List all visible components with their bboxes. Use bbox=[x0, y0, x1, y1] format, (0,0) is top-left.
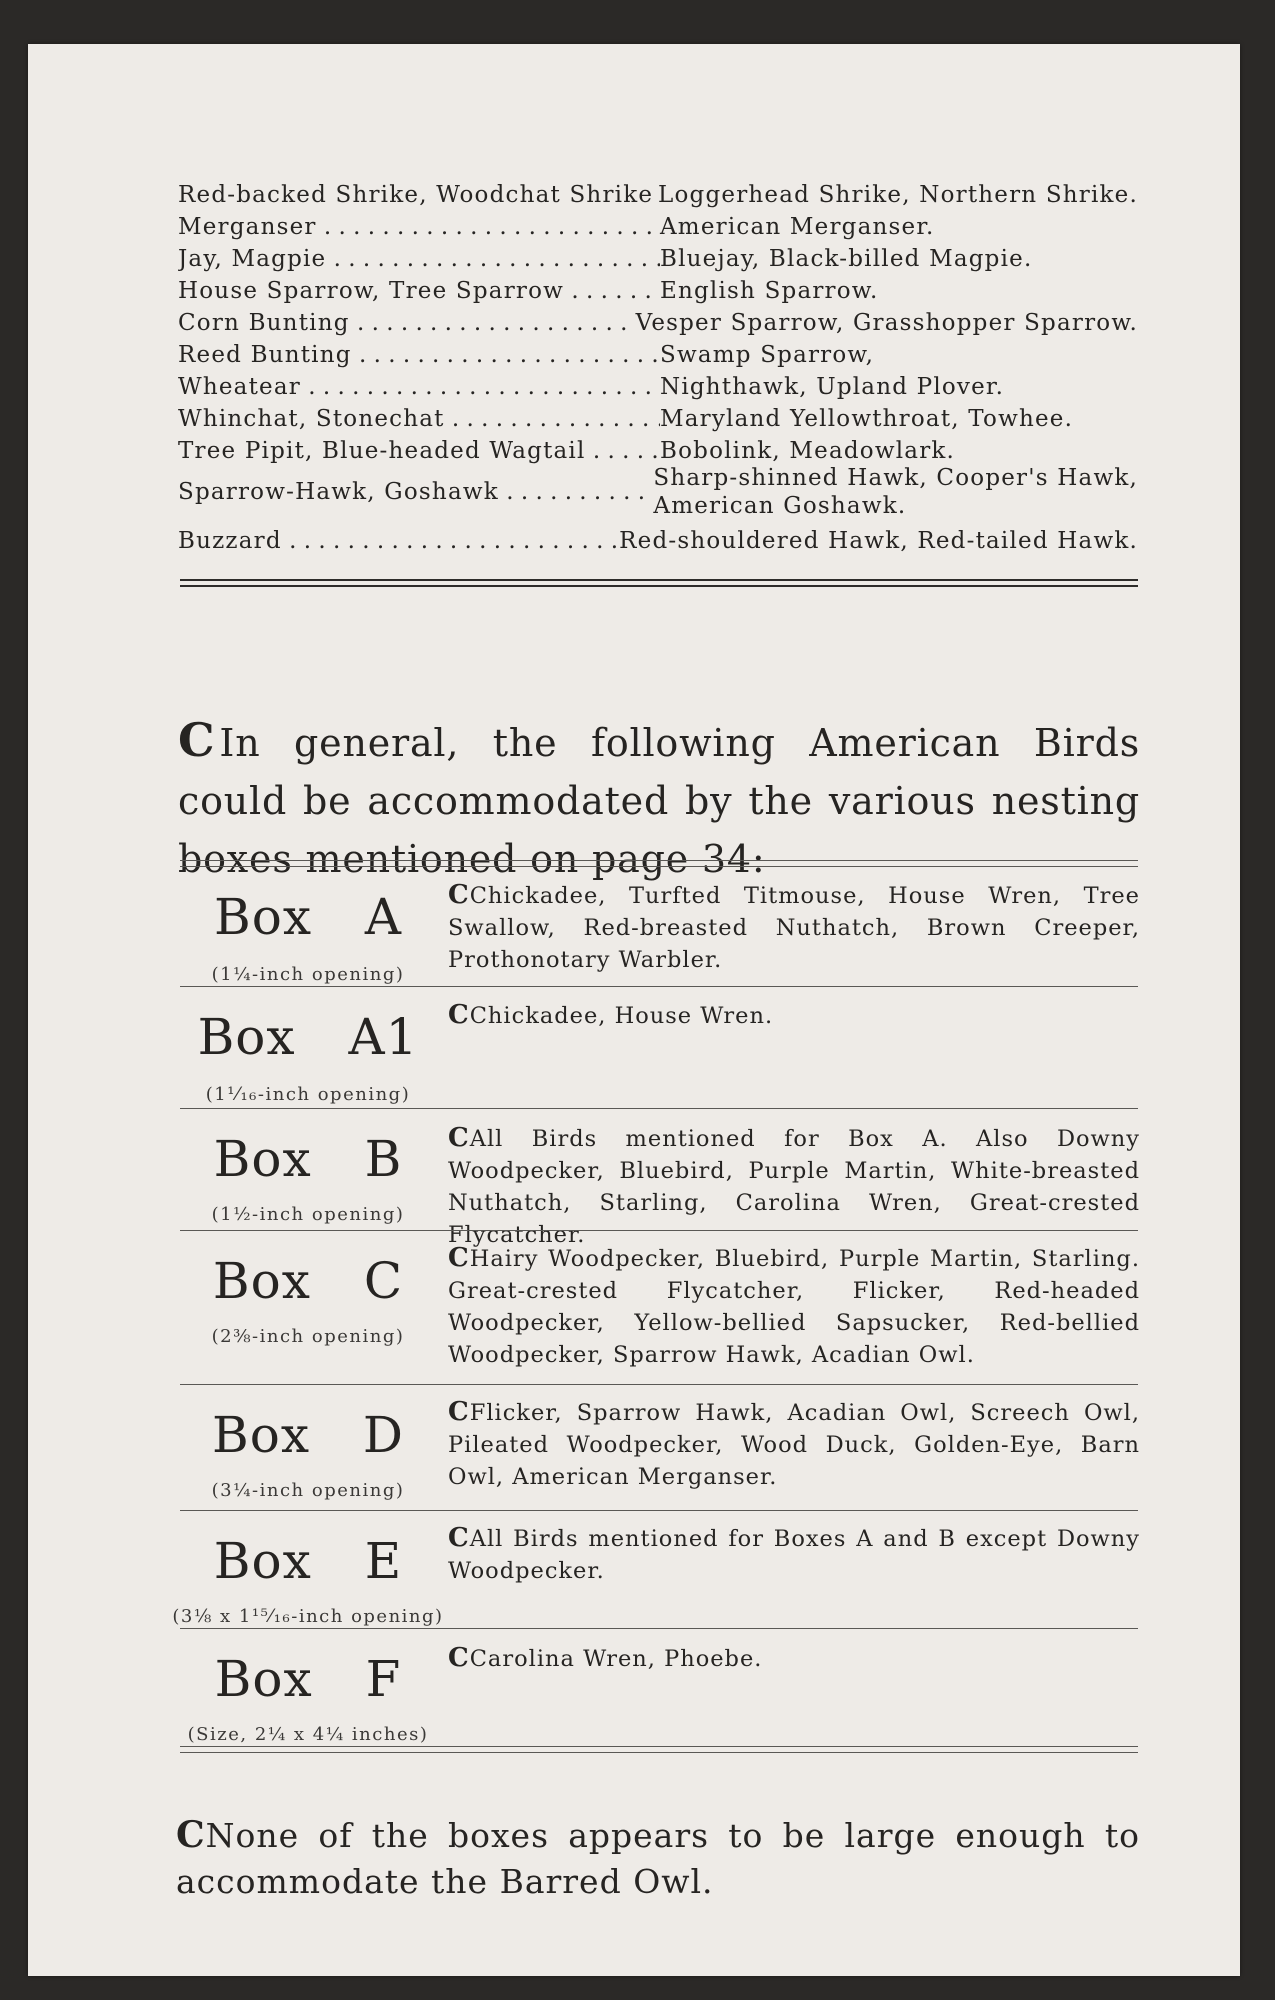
box-name: Box A bbox=[213, 888, 403, 946]
row-divider bbox=[180, 1230, 1138, 1231]
table-rule bbox=[180, 1752, 1138, 1753]
correspondence-row bbox=[178, 214, 1138, 240]
box-birds-text: Chickadee, Turfted Titmouse, House Wren, Tree Swallow, Red-breasted Nuthatch, Brown Creeper, Prothonotary Warbler. bbox=[448, 883, 1140, 973]
table-rule bbox=[180, 866, 1138, 867]
box-birds bbox=[448, 879, 1140, 976]
row-divider bbox=[180, 1510, 1138, 1511]
box-birds bbox=[448, 999, 1140, 1032]
box-birds-text: Hairy Woodpecker, Bluebird, Purple Martin, Starling. Great-crested Flycatcher, Flicker, Red-headed Woodpecker, Yellow-bellied Sapsucker, Red-bellied Woodpecker, Sparrow Hawk, Acadian Owl. bbox=[448, 1246, 1140, 1368]
table-rule bbox=[180, 1746, 1138, 1747]
american-birds: Bluejay, Black-billed Magpie. bbox=[660, 246, 1033, 272]
box-birds-text: All Birds mentioned for Box A. Also Downy Woodpecker, Bluebird, Purple Martin, White-breasted Nuthatch, Starling, Carolina Wren, Great-crested Flycatcher. bbox=[448, 1126, 1140, 1248]
paragraph-mark-icon: C bbox=[448, 1000, 470, 1030]
box-row bbox=[178, 1636, 1140, 1756]
american-birds: Maryland Yellowthroat, Towhee. bbox=[660, 406, 1074, 432]
box-row bbox=[178, 1238, 1140, 1388]
american-birds: Vesper Sparrow, Grasshopper Sparrow. bbox=[635, 310, 1138, 336]
box-row bbox=[178, 1116, 1140, 1248]
correspondence-row bbox=[178, 374, 1138, 400]
european-birds: Reed Bunting . . . bbox=[178, 342, 660, 368]
american-birds-line: Sharp-shinned Hawk, Cooper's Hawk, bbox=[653, 465, 1138, 491]
american-birds: Bobolink, Meadowlark. bbox=[660, 438, 956, 464]
european-birds: Buzzard . . . bbox=[178, 528, 619, 554]
box-birds-text: All Birds mentioned for Boxes A and B except Downy Woodpecker. bbox=[448, 1526, 1140, 1584]
box-opening: (2⅜-inch opening) bbox=[211, 1326, 405, 1347]
box-birds bbox=[448, 1522, 1140, 1587]
closing-paragraph bbox=[176, 1812, 1140, 1905]
box-name: Box A1 bbox=[197, 1008, 419, 1066]
american-birds: Nighthawk, Upland Plover. bbox=[660, 374, 1005, 400]
correspondence-row bbox=[178, 464, 1138, 520]
correspondence-row bbox=[178, 182, 1138, 208]
box-name: Box D bbox=[211, 1406, 405, 1464]
paragraph-mark-icon: C bbox=[448, 1243, 470, 1273]
american-birds: Red-shouldered Hawk, Red-tailed Hawk. bbox=[619, 528, 1138, 554]
box-name: Box C bbox=[212, 1252, 404, 1310]
box-birds-text: Chickadee, House Wren. bbox=[469, 1003, 774, 1029]
european-birds: Tree Pipit, Blue-headed Wagtail . . . bbox=[178, 438, 660, 464]
row-divider bbox=[180, 1384, 1138, 1385]
box-name: Box B bbox=[213, 1130, 403, 1188]
box-opening: (1½-inch opening) bbox=[211, 1204, 405, 1225]
box-birds bbox=[448, 1242, 1140, 1371]
box-birds-text: Flicker, Sparrow Hawk, Acadian Owl, Screech Owl, Pileated Woodpecker, Wood Duck, Golden-Eye, Barn Owl, American Merganser. bbox=[448, 1400, 1140, 1490]
correspondence-row bbox=[178, 438, 1138, 464]
page bbox=[28, 44, 1240, 1976]
box-opening: (Size, 2¼ x 4¼ inches) bbox=[187, 1724, 429, 1745]
box-opening: (3⅛ x 1¹⁵⁄₁₆-inch opening) bbox=[172, 1606, 444, 1627]
box-opening: (3¼-inch opening) bbox=[211, 1480, 405, 1501]
row-divider bbox=[180, 1628, 1138, 1629]
row-divider bbox=[180, 986, 1138, 987]
correspondence-row bbox=[178, 246, 1138, 272]
box-birds-text: Carolina Wren, Phoebe. bbox=[469, 1646, 763, 1672]
box-row bbox=[178, 1392, 1140, 1512]
european-birds: Corn Bunting . . . bbox=[178, 310, 636, 336]
american-birds: American Merganser. bbox=[660, 214, 935, 240]
american-birds: English Sparrow. bbox=[660, 278, 879, 304]
correspondence-row bbox=[178, 278, 1138, 304]
intro-paragraph bbox=[178, 711, 1140, 888]
intro-text: In general, the following American Birds could be accommodated by the various nesting boxes mentioned on page 34: bbox=[178, 721, 1140, 881]
european-birds: Jay, Magpie . . . bbox=[178, 246, 660, 272]
american-birds: Loggerhead Shrike, Northern Shrike. bbox=[658, 182, 1138, 208]
box-name: Box F bbox=[214, 1650, 402, 1708]
box-opening: (1¼-inch opening) bbox=[211, 964, 405, 985]
paragraph-mark-icon: C bbox=[448, 880, 470, 910]
paragraph-mark-icon: C bbox=[448, 1643, 470, 1673]
box-name: Box E bbox=[213, 1532, 403, 1590]
european-birds: Red-backed Shrike, Woodchat Shrike . . . bbox=[178, 182, 658, 208]
european-birds: House Sparrow, Tree Sparrow . . . bbox=[178, 278, 660, 304]
american-birds: Swamp Sparrow, bbox=[660, 342, 875, 368]
correspondence-row bbox=[178, 406, 1138, 432]
paragraph-mark-icon: C bbox=[448, 1123, 470, 1153]
box-birds bbox=[448, 1396, 1140, 1493]
box-opening: (1¹⁄₁₆-inch opening) bbox=[205, 1084, 411, 1105]
paragraph-mark-icon: C bbox=[448, 1523, 470, 1553]
paragraph-mark-icon: C bbox=[178, 713, 216, 767]
table-rule bbox=[180, 860, 1138, 861]
american-birds-line: American Goshawk. bbox=[653, 493, 907, 519]
row-divider bbox=[180, 1108, 1138, 1109]
double-rule-bottom bbox=[180, 585, 1138, 587]
correspondence-row bbox=[178, 528, 1138, 554]
correspondence-row bbox=[178, 310, 1138, 336]
box-row bbox=[172, 1518, 1140, 1638]
box-row bbox=[178, 994, 1140, 1114]
european-birds: Merganser . . . bbox=[178, 214, 660, 240]
double-rule-top bbox=[180, 579, 1138, 581]
american-birds bbox=[653, 464, 1138, 520]
european-birds: Sparrow-Hawk, Goshawk . . . bbox=[178, 479, 653, 505]
closing-text: None of the boxes appears to be large enough to accommodate the Barred Owl. bbox=[176, 1816, 1140, 1901]
european-birds: Wheatear . . . bbox=[178, 374, 660, 400]
box-birds bbox=[448, 1642, 1140, 1675]
correspondence-row bbox=[178, 342, 1138, 368]
box-birds bbox=[448, 1122, 1140, 1251]
paragraph-mark-icon: C bbox=[448, 1397, 470, 1427]
paragraph-mark-icon: C bbox=[176, 1814, 206, 1856]
european-birds: Whinchat, Stonechat . . . bbox=[178, 406, 660, 432]
